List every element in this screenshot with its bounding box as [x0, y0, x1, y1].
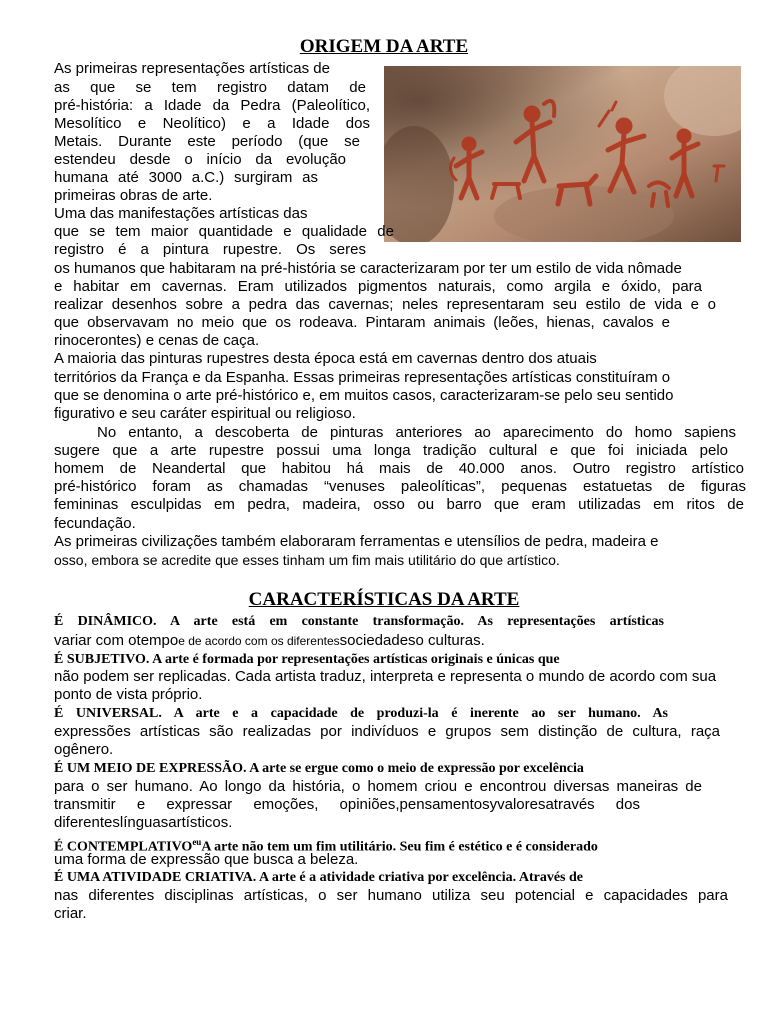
text-fragment: É CONTEMPLATIVO [54, 839, 193, 855]
text-line: É UMA ATIVIDADE CRIATIVA. A arte é a atividade criativa por excelência. Através de [54, 870, 583, 885]
title-caracteristicas: CARACTERÍSTICAS DA ARTE [248, 589, 520, 610]
text-fragment: so culturas. [408, 632, 485, 649]
text-line: primeiras obras de arte. [54, 187, 213, 204]
text-line: ponto de vista próprio. [54, 686, 203, 703]
text-line: que observavam no meio que os rodeava. Pintaram animais (leões, hienas, cavalos e [54, 314, 670, 331]
text-line: nas diferentes disciplinas artísticas, o ser humano utiliza seu potencial e capacidades para [54, 887, 728, 904]
text-fragment: A arte não tem um fim utilitário. Seu fim é estético e é considerado [201, 839, 598, 855]
title-origem: ORIGEM DA ARTE [299, 36, 469, 57]
text-line: transmitir e expressar emoções, opiniões,pensamentosyvaloresatravés dos [54, 796, 640, 813]
text-line: figurativo e seu caráter espiritual ou religioso. [54, 405, 356, 422]
text-line: e habitar em cavernas. Eram utilizados pigmentos naturais, como argila e óxido, para [54, 278, 702, 295]
text-line: A maioria das pinturas rupestres desta época está em cavernas dentro dos atuais [54, 350, 597, 367]
text-line: os humanos que habitaram na pré-história se caracterizaram por ter um estilo de vida nômade [54, 260, 682, 277]
cave-painting-svg [384, 66, 741, 242]
text-line: criar. [54, 905, 87, 922]
text-line: É SUBJETIVO. A arte é formada por representações artísticas originais e únicas que [54, 652, 560, 667]
text-line: diferenteslínguasartísticos. [54, 814, 233, 831]
text-line: que se tem maior quantidade e qualidade de [54, 223, 394, 240]
text-line: registro é a pintura rupestre. Os seres [54, 241, 366, 258]
text-line: estendeu desde o início da evolução [54, 151, 346, 168]
text-line: pré-história: a Idade da Pedra (Paleolítico, [54, 97, 370, 114]
text-line: Metais. Durante este período (que se [54, 133, 360, 150]
text-line: as que se tem registro datam de [54, 79, 366, 96]
text-line: humana até 3000 a.C.) surgiram as [54, 169, 318, 186]
text-line: pré-histórico foram as chamadas “venuses paleolíticas”, pequenas estatuetas de figuras [54, 478, 746, 495]
text-line: As primeiras representações artísticas de [54, 60, 330, 77]
text-line: fecundação. [54, 515, 136, 532]
text-line: para o ser humano. Ao longo da história, o homem criou e encontrou diversas maneiras de [54, 778, 702, 795]
text-line: rinocerontes) e cenas de caça. [54, 332, 260, 349]
text-line: Uma das manifestações artísticas das [54, 205, 308, 222]
text-line: territórios da França e da Espanha. Essas primeiras representações artísticas constituíram o [54, 369, 671, 386]
text-line: uma forma de expressão que busca a beleza. [54, 851, 359, 868]
text-line: É DINÂMICO. A arte está em constante transformação. As representações artísticas [54, 614, 664, 629]
text-line: As primeiras civilizações também elaboraram ferramentas e utensílios de pedra, madeira e [54, 533, 659, 550]
text-line: ogênero. [54, 741, 114, 758]
text-line: realizar desenhos sobre a pedra das cavernas; neles representaram seu estilo de vida e o [54, 296, 716, 313]
text-fragment: sociedade [339, 632, 409, 649]
text-fragment: e de acordo com os diferentes [178, 634, 340, 648]
text-line: sugere que a arte rupestre possui uma longa tradição cultural e que foi iniciada pelo [54, 442, 728, 459]
text-line: homem de Neandertal que habitou há mais de 40.000 anos. Outro registro artístico [54, 460, 744, 477]
text-line: É UNIVERSAL. A arte e a capacidade de produzi-la é inerente ao ser humano. As [54, 706, 668, 721]
text-line: É UM MEIO DE EXPRESSÃO. A arte se ergue como o meio de expressão por excelência [54, 761, 584, 776]
text-line: No entanto, a descoberta de pinturas anteriores ao aparecimento do homo sapiens [97, 424, 736, 441]
text-fragment: o [169, 632, 179, 649]
text-line: Mesolítico e Neolítico) e a Idade dos [54, 115, 370, 132]
text-line: femininas esculpidas em pedra, madeira, osso ou barro que eram utilizadas em ritos de [54, 496, 744, 513]
text-line [54, 632, 485, 650]
text-line: expressões artísticas são realizadas por indivíduos e grupos sem distinção de cultura, raça [54, 723, 720, 740]
text-line: não podem ser replicadas. Cada artista traduz, interpreta e representa o mundo de acordo com sua [54, 668, 717, 685]
cave-painting-image [384, 66, 741, 242]
text-fragment: eu [192, 837, 202, 847]
text-fragment: variar com otemp [54, 632, 170, 649]
text-line: que se denomina o arte pré-histórico e, em muitos casos, caracterizaram-se pelo seu sentido [54, 387, 674, 404]
text-line: osso, embora se acredite que esses tinham um fim mais utilitário do que artístico. [54, 552, 560, 568]
